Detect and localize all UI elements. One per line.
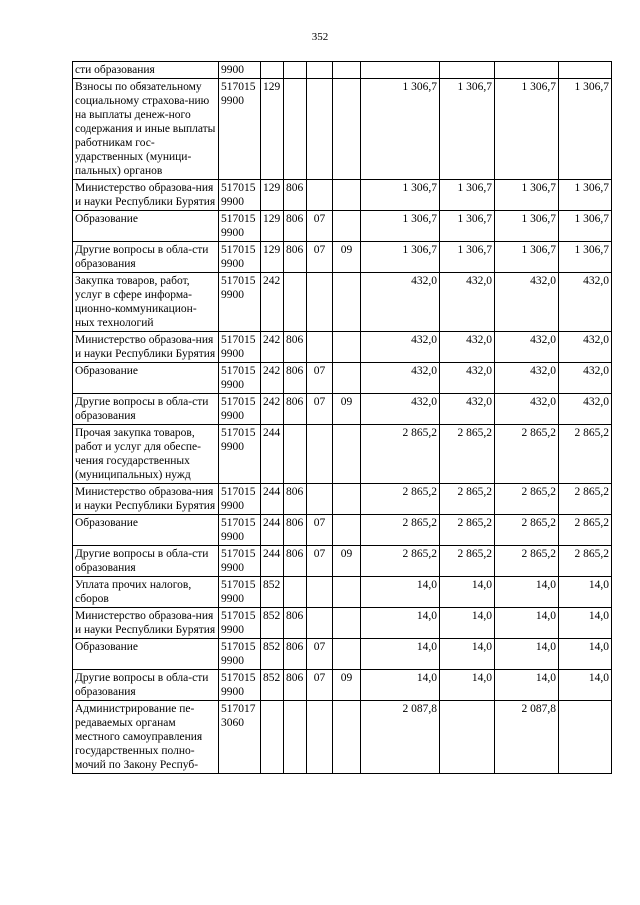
table-row xyxy=(73,425,612,484)
table-row xyxy=(73,484,612,515)
cell-target-article: 517015 9900 xyxy=(219,211,261,242)
cell-ministry-code xyxy=(284,425,307,484)
cell-target-article: 517015 9900 xyxy=(219,394,261,425)
cell-ministry-code: 806 xyxy=(284,394,307,425)
cell-section xyxy=(307,79,333,180)
cell-expense-type: 129 xyxy=(261,242,284,273)
cell-section xyxy=(307,701,333,774)
table-row xyxy=(73,332,612,363)
cell-name: Администрирование пе-редаваемых органам местного самоуправления государственных полно-мочий по Закону Респуб- xyxy=(73,701,219,774)
cell-expense-type: 852 xyxy=(261,608,284,639)
cell-target-article: 517015 9900 xyxy=(219,670,261,701)
cell-subsection: 09 xyxy=(333,670,361,701)
cell-expense-type: 242 xyxy=(261,363,284,394)
cell-name: Другие вопросы в обла-сти образования xyxy=(73,546,219,577)
cell-section xyxy=(307,273,333,332)
cell-subsection xyxy=(333,363,361,394)
cell-amount-3: 14,0 xyxy=(495,670,559,701)
cell-amount-3: 2 865,2 xyxy=(495,515,559,546)
cell-amount-2: 432,0 xyxy=(440,394,495,425)
cell-ministry-code xyxy=(284,701,307,774)
cell-section xyxy=(307,484,333,515)
table-row xyxy=(73,242,612,273)
cell-expense-type: 129 xyxy=(261,180,284,211)
cell-amount-4: 1 306,7 xyxy=(559,211,612,242)
cell-expense-type: 242 xyxy=(261,273,284,332)
cell-subsection xyxy=(333,515,361,546)
cell-section xyxy=(307,425,333,484)
cell-amount-2 xyxy=(440,701,495,774)
cell-amount-4: 432,0 xyxy=(559,363,612,394)
table-row xyxy=(73,363,612,394)
cell-section: 07 xyxy=(307,670,333,701)
cell-subsection xyxy=(333,577,361,608)
cell-section xyxy=(307,332,333,363)
cell-amount-4: 1 306,7 xyxy=(559,79,612,180)
cell-amount-1: 1 306,7 xyxy=(361,242,440,273)
cell-name: Взносы по обязательному социальному страхова-нию на выплаты денеж-ного содержания и иные выплаты работникам гос-ударственных (муници-пальных) органов xyxy=(73,79,219,180)
table-row xyxy=(73,577,612,608)
cell-expense-type: 852 xyxy=(261,670,284,701)
cell-subsection xyxy=(333,484,361,515)
cell-amount-3: 14,0 xyxy=(495,577,559,608)
cell-amount-1: 432,0 xyxy=(361,394,440,425)
cell-name: Образование xyxy=(73,639,219,670)
budget-table xyxy=(72,61,612,774)
cell-amount-1: 2 087,8 xyxy=(361,701,440,774)
cell-ministry-code: 806 xyxy=(284,670,307,701)
cell-amount-2: 2 865,2 xyxy=(440,546,495,577)
cell-target-article: 517015 9900 xyxy=(219,546,261,577)
cell-section xyxy=(307,180,333,211)
table-row xyxy=(73,701,612,774)
cell-expense-type: 129 xyxy=(261,211,284,242)
cell-amount-1 xyxy=(361,62,440,79)
cell-amount-2: 14,0 xyxy=(440,577,495,608)
cell-target-article: 517015 9900 xyxy=(219,242,261,273)
cell-section xyxy=(307,577,333,608)
cell-amount-3: 2 865,2 xyxy=(495,546,559,577)
cell-amount-1: 1 306,7 xyxy=(361,211,440,242)
cell-amount-4: 14,0 xyxy=(559,608,612,639)
cell-ministry-code: 806 xyxy=(284,180,307,211)
cell-amount-3: 1 306,7 xyxy=(495,242,559,273)
cell-target-article: 517015 9900 xyxy=(219,180,261,211)
table-row xyxy=(73,639,612,670)
cell-name: Министерство образова-ния и науки Республики Бурятия xyxy=(73,180,219,211)
cell-name: Уплата прочих налогов, сборов xyxy=(73,577,219,608)
page-number: 352 xyxy=(311,31,329,43)
cell-target-article: 517015 9900 xyxy=(219,608,261,639)
table-row xyxy=(73,608,612,639)
cell-subsection xyxy=(333,180,361,211)
cell-expense-type: 244 xyxy=(261,425,284,484)
cell-amount-3: 1 306,7 xyxy=(495,79,559,180)
cell-name: Образование xyxy=(73,515,219,546)
table-row xyxy=(73,273,612,332)
cell-amount-2: 432,0 xyxy=(440,363,495,394)
cell-amount-1: 1 306,7 xyxy=(361,79,440,180)
cell-amount-4: 2 865,2 xyxy=(559,484,612,515)
table-row xyxy=(73,394,612,425)
cell-amount-3: 14,0 xyxy=(495,608,559,639)
cell-amount-3 xyxy=(495,62,559,79)
cell-amount-4: 14,0 xyxy=(559,577,612,608)
cell-name: Министерство образова-ния и науки Республики Бурятия xyxy=(73,332,219,363)
cell-subsection xyxy=(333,79,361,180)
cell-section: 07 xyxy=(307,363,333,394)
cell-amount-2: 2 865,2 xyxy=(440,484,495,515)
cell-target-article: 517015 9900 xyxy=(219,515,261,546)
cell-name: Образование xyxy=(73,363,219,394)
cell-amount-3: 432,0 xyxy=(495,273,559,332)
cell-ministry-code xyxy=(284,577,307,608)
cell-name: Другие вопросы в обла-сти образования xyxy=(73,394,219,425)
cell-amount-4 xyxy=(559,701,612,774)
cell-target-article: 517015 9900 xyxy=(219,425,261,484)
table-row xyxy=(73,180,612,211)
cell-amount-1: 2 865,2 xyxy=(361,484,440,515)
cell-amount-2 xyxy=(440,62,495,79)
cell-amount-2: 1 306,7 xyxy=(440,242,495,273)
cell-amount-2: 2 865,2 xyxy=(440,425,495,484)
cell-expense-type: 244 xyxy=(261,515,284,546)
cell-amount-4: 2 865,2 xyxy=(559,425,612,484)
cell-amount-3: 2 865,2 xyxy=(495,484,559,515)
cell-ministry-code: 806 xyxy=(284,515,307,546)
cell-name: Прочая закупка товаров, работ и услуг для обеспе-чения государственных (муниципальных) нужд xyxy=(73,425,219,484)
cell-amount-1: 432,0 xyxy=(361,363,440,394)
cell-expense-type: 129 xyxy=(261,79,284,180)
cell-section xyxy=(307,608,333,639)
cell-target-article: 517015 9900 xyxy=(219,363,261,394)
cell-amount-4: 14,0 xyxy=(559,639,612,670)
cell-ministry-code: 806 xyxy=(284,242,307,273)
cell-name: Другие вопросы в обла-сти образования xyxy=(73,670,219,701)
table-row xyxy=(73,670,612,701)
cell-name: Министерство образова-ния и науки Республики Бурятия xyxy=(73,608,219,639)
table-body xyxy=(73,62,612,774)
cell-section: 07 xyxy=(307,211,333,242)
cell-subsection xyxy=(333,639,361,670)
cell-target-article: 517015 9900 xyxy=(219,484,261,515)
cell-name: Образование xyxy=(73,211,219,242)
cell-expense-type: 244 xyxy=(261,484,284,515)
cell-ministry-code xyxy=(284,273,307,332)
cell-amount-3: 432,0 xyxy=(495,363,559,394)
cell-amount-1: 1 306,7 xyxy=(361,180,440,211)
cell-subsection xyxy=(333,701,361,774)
cell-amount-3: 14,0 xyxy=(495,639,559,670)
cell-section xyxy=(307,62,333,79)
cell-amount-4: 1 306,7 xyxy=(559,242,612,273)
cell-amount-1: 432,0 xyxy=(361,273,440,332)
table-row xyxy=(73,79,612,180)
cell-amount-4: 432,0 xyxy=(559,273,612,332)
cell-ministry-code: 806 xyxy=(284,546,307,577)
cell-amount-2: 432,0 xyxy=(440,273,495,332)
cell-amount-1: 2 865,2 xyxy=(361,425,440,484)
cell-expense-type: 242 xyxy=(261,332,284,363)
cell-amount-4: 432,0 xyxy=(559,394,612,425)
cell-subsection: 09 xyxy=(333,394,361,425)
cell-target-article: 517015 9900 xyxy=(219,577,261,608)
cell-subsection: 09 xyxy=(333,242,361,273)
cell-subsection xyxy=(333,425,361,484)
cell-amount-2: 14,0 xyxy=(440,670,495,701)
cell-target-article: 517017 3060 xyxy=(219,701,261,774)
cell-amount-3: 2 865,2 xyxy=(495,425,559,484)
cell-target-article: 517015 9900 xyxy=(219,332,261,363)
cell-amount-2: 14,0 xyxy=(440,639,495,670)
cell-amount-1: 432,0 xyxy=(361,332,440,363)
cell-amount-2: 1 306,7 xyxy=(440,79,495,180)
cell-amount-2: 1 306,7 xyxy=(440,211,495,242)
cell-amount-1: 2 865,2 xyxy=(361,546,440,577)
cell-subsection xyxy=(333,273,361,332)
cell-amount-2: 2 865,2 xyxy=(440,515,495,546)
cell-amount-4: 1 306,7 xyxy=(559,180,612,211)
cell-amount-1: 14,0 xyxy=(361,639,440,670)
cell-expense-type: 852 xyxy=(261,577,284,608)
cell-expense-type: 852 xyxy=(261,639,284,670)
cell-subsection: 09 xyxy=(333,546,361,577)
cell-target-article: 517015 9900 xyxy=(219,639,261,670)
cell-ministry-code: 806 xyxy=(284,332,307,363)
cell-amount-3: 2 087,8 xyxy=(495,701,559,774)
cell-name: Закупка товаров, работ, услуг в сфере информа-ционно-коммуникацион-ных технологий xyxy=(73,273,219,332)
cell-ministry-code: 806 xyxy=(284,639,307,670)
cell-section: 07 xyxy=(307,242,333,273)
cell-section: 07 xyxy=(307,546,333,577)
cell-subsection xyxy=(333,211,361,242)
cell-target-article: 9900 xyxy=(219,62,261,79)
cell-section: 07 xyxy=(307,639,333,670)
cell-name: Другие вопросы в обла-сти образования xyxy=(73,242,219,273)
table-row xyxy=(73,211,612,242)
cell-name: Министерство образова-ния и науки Республики Бурятия xyxy=(73,484,219,515)
cell-amount-2: 1 306,7 xyxy=(440,180,495,211)
cell-amount-4 xyxy=(559,62,612,79)
cell-amount-1: 2 865,2 xyxy=(361,515,440,546)
cell-amount-3: 1 306,7 xyxy=(495,180,559,211)
cell-ministry-code: 806 xyxy=(284,484,307,515)
cell-amount-4: 2 865,2 xyxy=(559,546,612,577)
cell-ministry-code xyxy=(284,79,307,180)
cell-expense-type xyxy=(261,62,284,79)
cell-amount-1: 14,0 xyxy=(361,608,440,639)
cell-amount-3: 1 306,7 xyxy=(495,211,559,242)
cell-section: 07 xyxy=(307,394,333,425)
cell-subsection xyxy=(333,608,361,639)
cell-target-article: 517015 9900 xyxy=(219,273,261,332)
cell-expense-type xyxy=(261,701,284,774)
cell-section: 07 xyxy=(307,515,333,546)
cell-expense-type: 242 xyxy=(261,394,284,425)
cell-name: сти образования xyxy=(73,62,219,79)
table-row xyxy=(73,62,612,79)
cell-ministry-code xyxy=(284,62,307,79)
cell-amount-1: 14,0 xyxy=(361,577,440,608)
cell-amount-4: 2 865,2 xyxy=(559,515,612,546)
table-row xyxy=(73,546,612,577)
cell-expense-type: 244 xyxy=(261,546,284,577)
cell-amount-4: 14,0 xyxy=(559,670,612,701)
cell-subsection xyxy=(333,62,361,79)
cell-amount-2: 14,0 xyxy=(440,608,495,639)
cell-amount-2: 432,0 xyxy=(440,332,495,363)
cell-ministry-code: 806 xyxy=(284,211,307,242)
cell-amount-1: 14,0 xyxy=(361,670,440,701)
table-row xyxy=(73,515,612,546)
cell-ministry-code: 806 xyxy=(284,363,307,394)
cell-amount-3: 432,0 xyxy=(495,394,559,425)
cell-amount-4: 432,0 xyxy=(559,332,612,363)
cell-subsection xyxy=(333,332,361,363)
cell-ministry-code: 806 xyxy=(284,608,307,639)
cell-amount-3: 432,0 xyxy=(495,332,559,363)
cell-target-article: 517015 9900 xyxy=(219,79,261,180)
